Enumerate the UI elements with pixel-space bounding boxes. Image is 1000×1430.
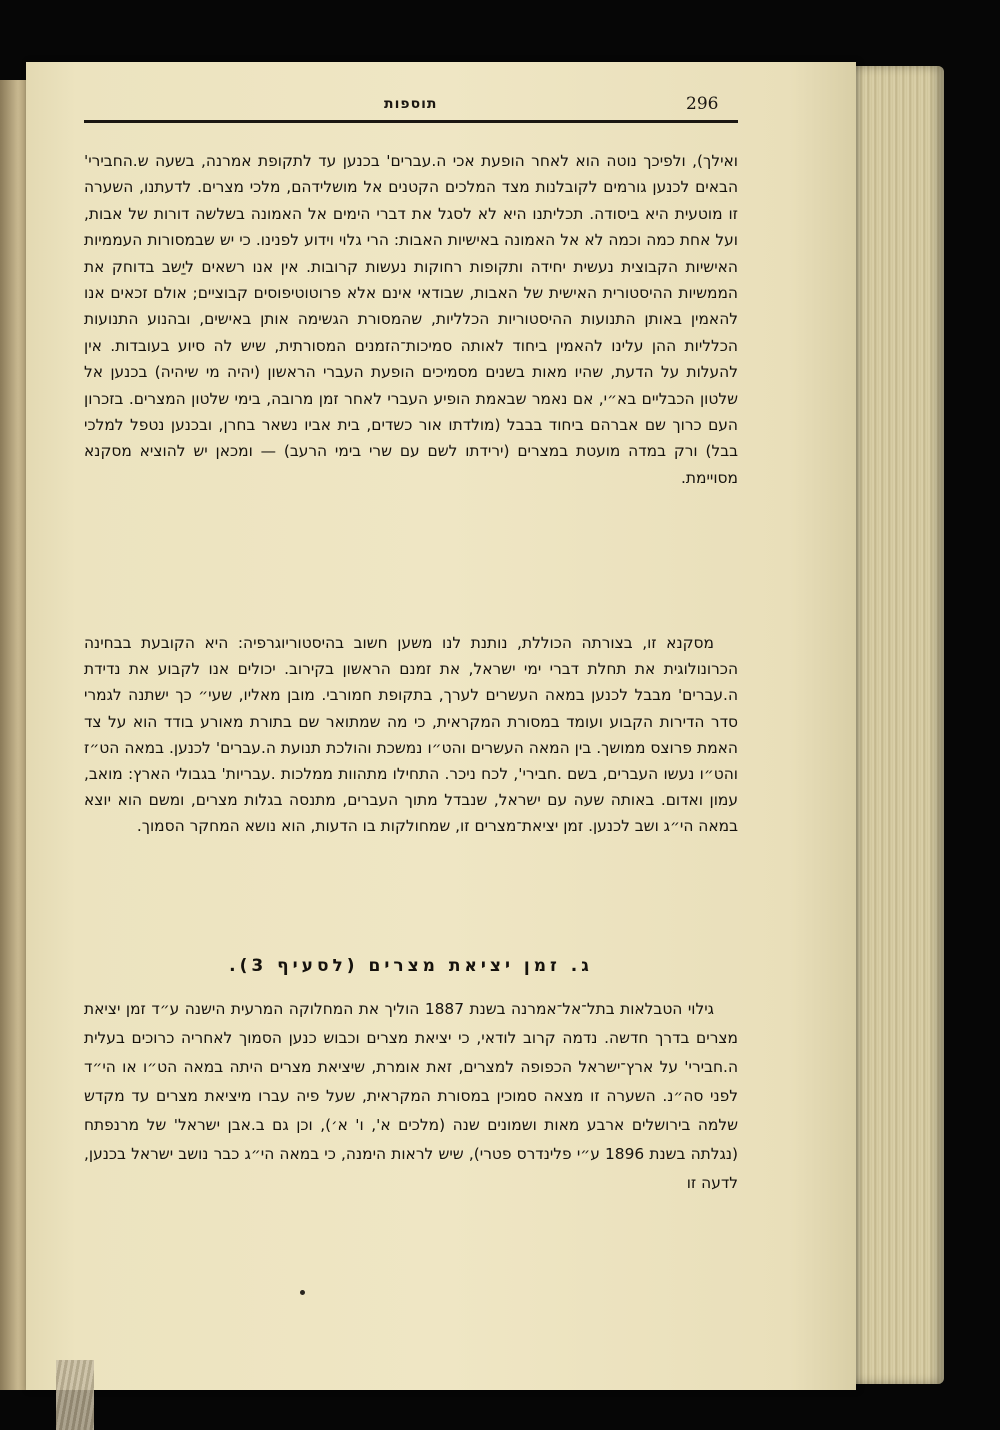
page-number: 296 — [686, 94, 719, 114]
paragraph-2: מסקנא זו, בצורתה הכוללת, נותנת לנו משען חשוב בהיסטוריוגרפיה: היא הקובעת בבחינה הכרונולוגית את תחלת דברי ימי ישראל, את זמנם הראשון בקירוב. יכולים אנו לקבוע את נדידת ה.עברים' מבבל לכנען במאה העשרים לערך, בתקופת חמורבי. מובן מאליו, שעי״ כך ישתנה לגמרי סדר הדירות הקבוע ועומד במסורת המקראית, כי מה שמתואר שם בתורת מאורע בודד הוא על צד האמת פרוצס ממושך. בין המאה העשרים והט״ו נמשכת והולכת תנועת ה.עברים' לכנען. במאה הט״ז והט״ו נעשו העברים, בשם .חבירי', לכח ניכר. התחילו מתהוות ממלכות .עבריות' בגבולי הארץ: מואב, עמון ואדום. באותה שעה עם ישראל, שנבדל מתוך העברים, מתנסה בגלות מצרים, ומשם הוא יוצא במאה הי״ג ושב לכנען. זמן יציאת־מצרים זו, שמחולקות בו הדעות, הוא נושא המחקר הסמוך. — [84, 634, 738, 836]
bookmark-ribbon — [56, 1360, 94, 1430]
page-edges — [842, 66, 944, 1384]
section-paragraph: גילוי הטבלאות בתל־אל־אמרנה בשנת 1887 הוליך את המחלוקה המרעית הישנה ע״ד זמן יציאת מצרים בדרך חדשה. נדמה קרוב לודאי, כי יציאת מצרים וכבוש כנען הסמוך לאחריה כרוכים בעלית ה.חבירי' על ארץ־ישראל הכפופה למצרים, זאת אומרת, שיציאת מצרים היתה במאה הט״ו או הי״ד לפני סה״נ. השערה זו מצאה סמוכין במסורת המקראית, שעל פיה עברו מיציאת מצרים עד מקדש שלמה בירושלים ארבע מאות ושמונים שנה (מלכים א', ו' א׳), וכן גם ב.אבן ישראל' של מרנפתח (נגלתה בשנת 1896 ע״י פלינדרס פטרי), שיש לראות הימנה, כי במאה הי״ג כבר נושב ישראל בכנען, לדעה זו — [84, 1000, 739, 1192]
paragraph-1: ואילך), ולפיכך נוטה הוא לאחר הופעת אכי ה.עברים' בכנען עד לתקופת אמרנה, בשעה ש.החבירי' הבאים לכנען גורמים לקובלנות מצד המלכים הקטנים אל מושלידהם, מלכי מצרים. לדעתנו, השערה זו מוטעית היא ביסודה. תכליתנו היא לא לסגל את דברי הימים אל האמונה בשלשה דורות של אבות, ועל אחת כמה וכמה לא אל האמונה באישיות האבות: הרי גלוי וידוע לפנינו. כי יש שבמסורות העממיות האישיות הקבוצית נעשית יחידה ותקופות רחוקות נעשות קרובות. אין אנו רשאים ליַשב בדוחק את הממשיות ההיסטורית האישית של האבות, שבודאי אינם אלא פרוטוטיפוסים קבוציים; אולם זכאים אנו להאמין באותן התנועות ההיסטוריות הכלליות, שהמסורת הגשימה אותן באישים, ובהנוע התנועות הכלליות ההן עלינו להאמין ביחוד לאותה סמיכות־הזמנים המסורתית, שיש לה סיוע בעובדות. אין להעלות על הדעת, שהיו מאות בשנים מסמיכים הופעת העברי הראשון (יהיה מי שיהיה) בכנען אל שלטון הכבליים בא״י, אם נאמר שבאמת הופיע העברי לאחר זמן מרובה, בימי שלטון המצרים. בזכרון העם כרוך שם אברהם ביחוד בבבל (מולדתו אור כשדים, בית אביו נשאר בחרן, ובכנען נטפל למלכי בבל) ורק במדה מועטת במצרים (ירידתו לשם עם שרי בימי הרעב) — ומכאן יש להוציא מסקנא מסויימת. — [84, 152, 738, 487]
running-head: תוספות — [384, 96, 438, 112]
section-title: ג. זמן יציאת מצרים (לסעיף 3). — [229, 956, 593, 976]
header-rule — [84, 120, 738, 123]
ink-speck — [300, 1290, 305, 1295]
